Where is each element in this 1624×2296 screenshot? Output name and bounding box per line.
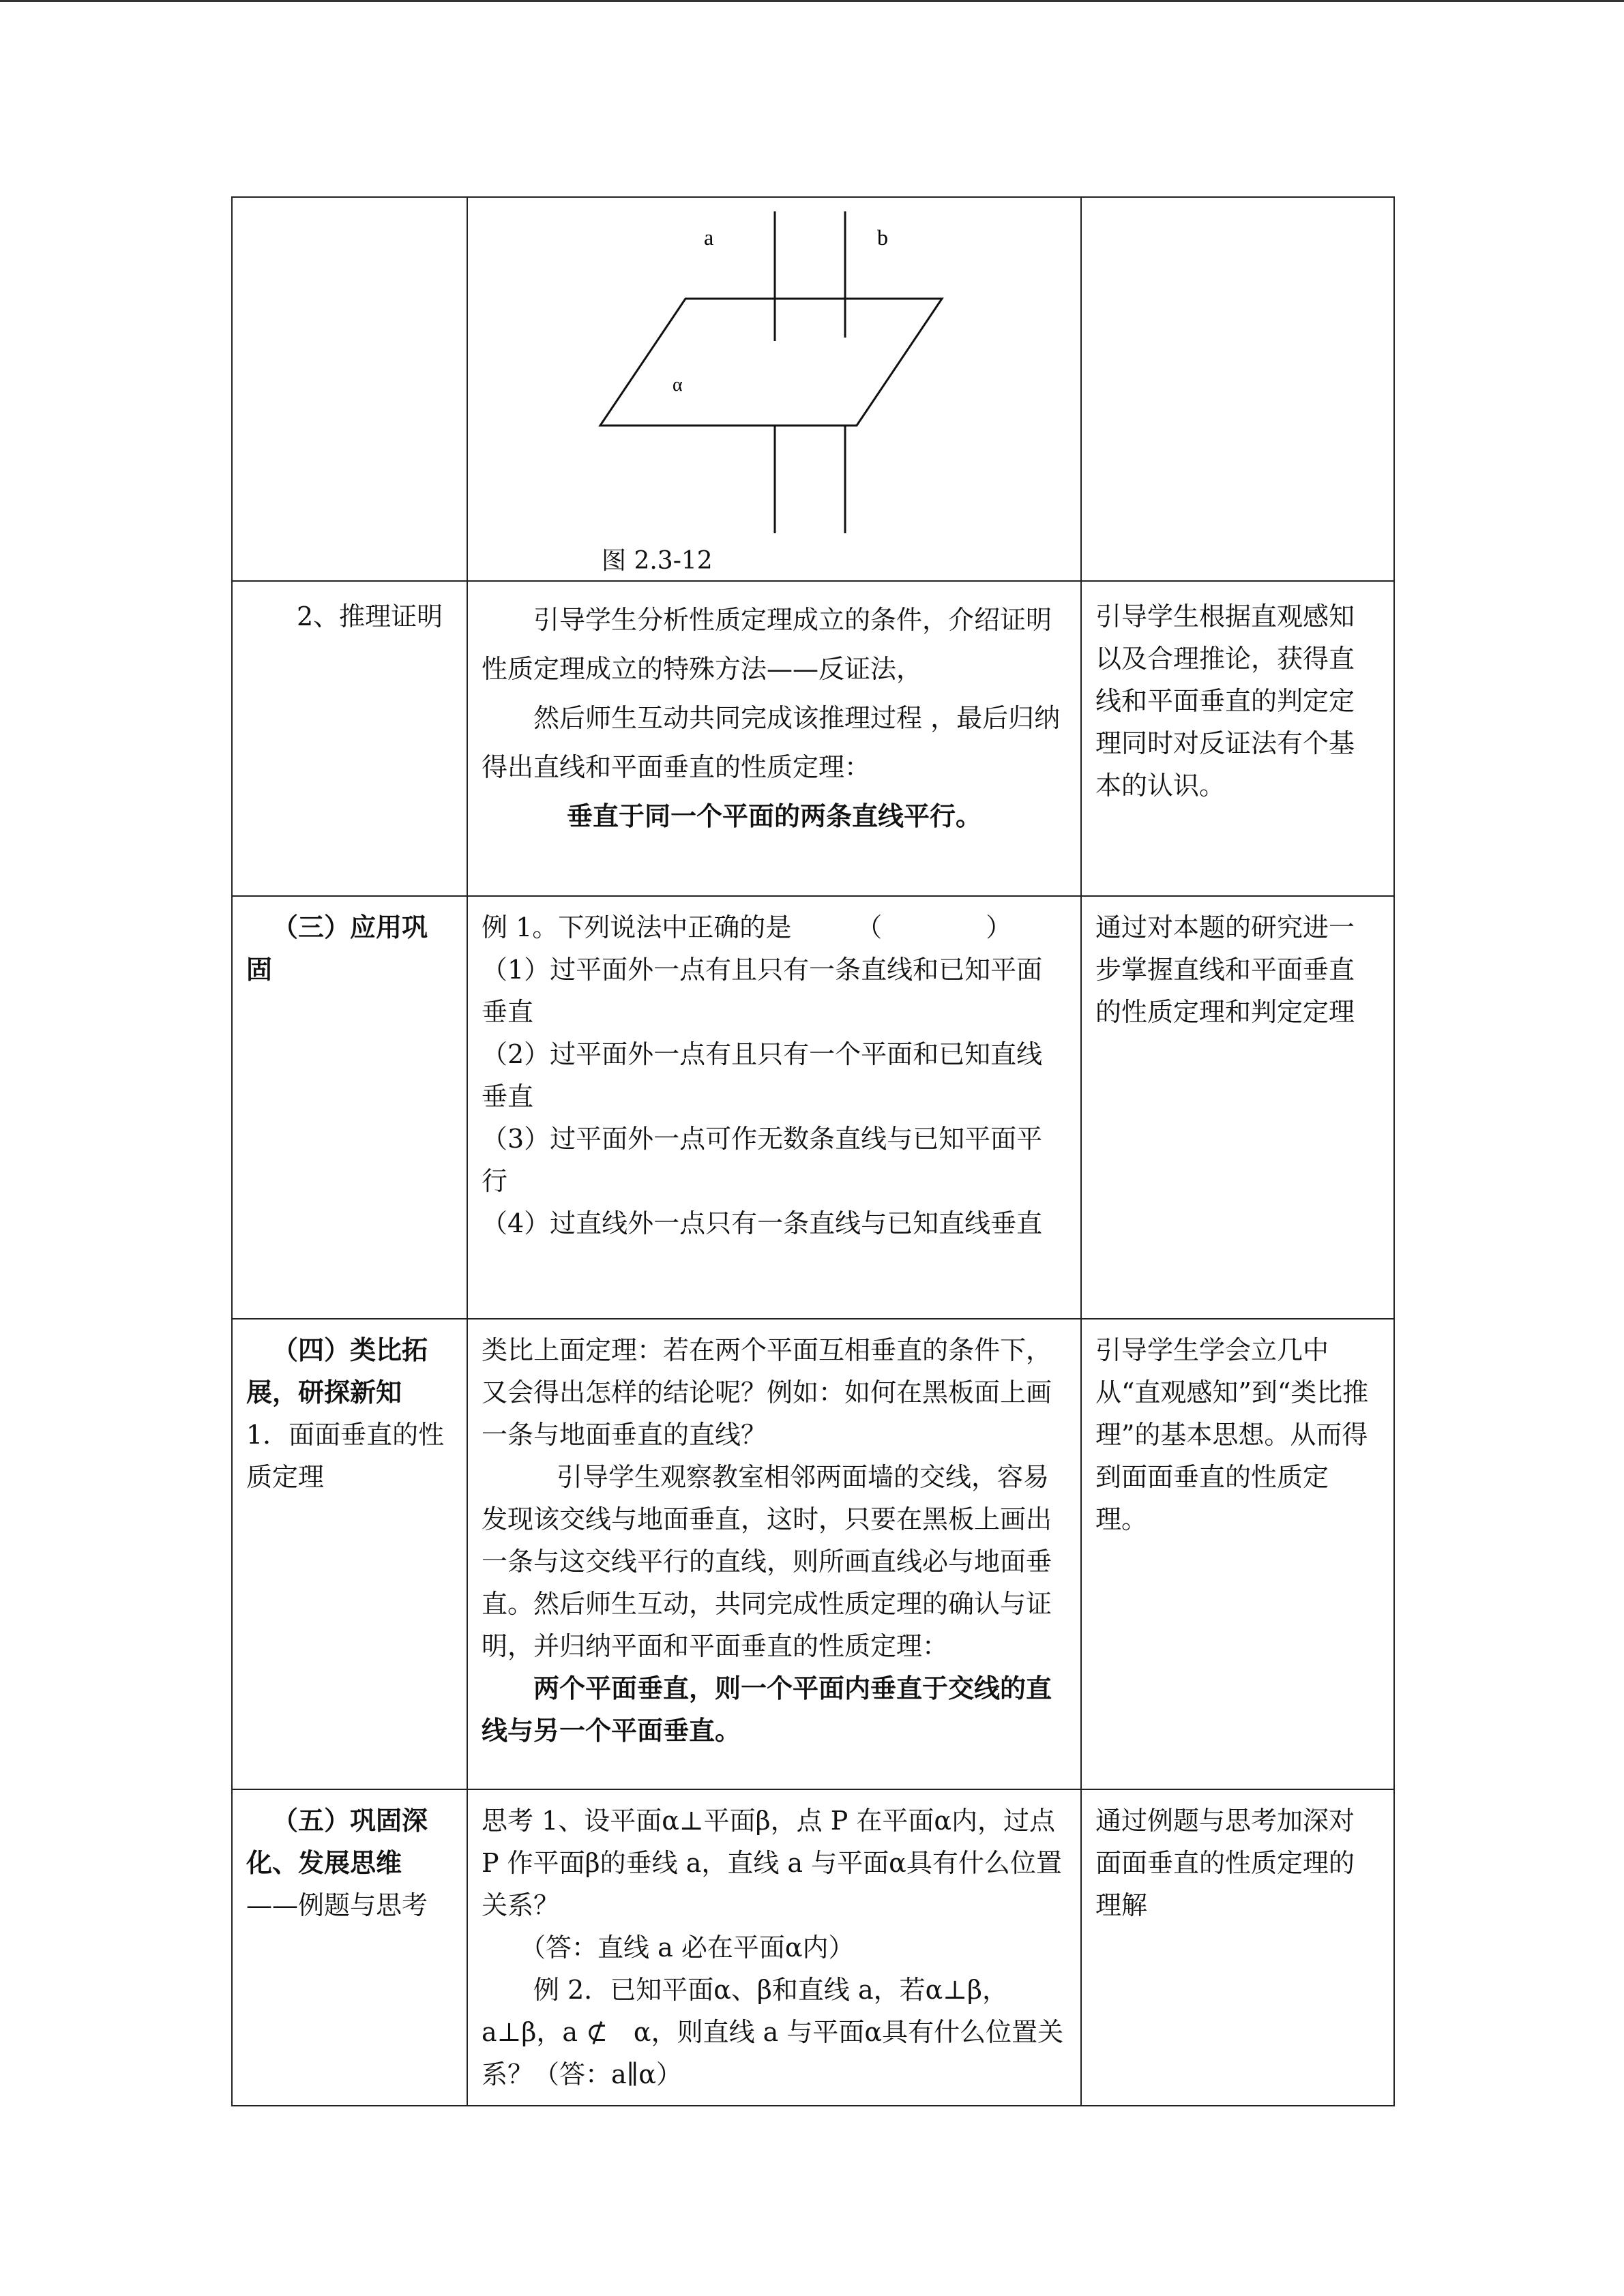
option-1: （1）过平面外一点有且只有一条直线和已知平面垂直 [482,955,1043,1027]
content-cell [467,896,1081,1319]
answer-1: （答：直线 a 必在平面α内） [520,1933,855,1963]
content-cell [467,581,1081,896]
content-paragraph-2: 然后师生互动共同完成该推理过程 ，最后归纳得出直线和平面垂直的性质定理： [482,703,1061,782]
figure-cell [467,197,1081,581]
content-cell [467,1789,1081,2106]
page-top-border [0,0,1624,2]
figure-caption: 图 2.3-12 [602,547,713,575]
stage-cell [232,1319,467,1789]
apply-row [232,896,1394,1319]
analogy-row [232,1319,1394,1789]
lesson-plan-table [231,196,1395,2106]
option-3: （3）过平面外一点可作无数条直线与已知平面平行 [482,1124,1043,1196]
intent-cell [1081,1789,1394,2106]
intent-cell-empty [1081,197,1394,581]
stage-cell [232,896,467,1319]
content-paragraph-2: 引导学生观察教室相邻两面墙的交线，容易发现该交线与地面垂直，这时，只要在黑板上画出一条与这交线平行的直线，则所画直线必与地面垂直。然后师生互动，共同完成性质定理的确认与证明，并归纳平面和平面垂直的性质定理： [482,1462,1052,1661]
figure-container [468,198,1080,575]
content-paragraph-1: 类比上面定理：若在两个平面互相垂直的条件下，又会得出怎样的结论呢？例如：如何在黑板面上画一条与地面垂直的直线？ [482,1335,1052,1450]
stage-sublabel: ——例题与思考 [246,1890,428,1920]
stage-cell [232,1789,467,2106]
perpendicular-lines-diagram [468,198,1079,580]
stage-cell-empty [232,197,467,581]
theorem-statement: 两个平面垂直，则一个平面内垂直于交线的直线与另一个平面垂直。 [482,1673,1052,1746]
intent-cell [1081,581,1394,896]
stage-label: （五）巩固深化、发展思维 [246,1805,428,1878]
intent-text: 通过例题与思考加深对面面垂直的性质定理的理解 [1095,1806,1355,1920]
plane-alpha-parallelogram [600,299,942,426]
intent-text: 引导学生学会立几中从“直观感知”到“类比推理”的基本思想。从而得到面面垂直的性质定理。 [1095,1335,1369,1534]
example-2: 例 2．已知平面α、β和直线 a，若α⊥β，a⊥β，a ⊄ α，则直线 a 与平面α具有什么位置关系？（答：a∥α） [482,1975,1064,2089]
think-1: 思考 1、设平面α⊥平面β，点 P 在平面α内，过点 P 作平面β的垂线 a，直线 a 与平面α具有什么位置关系？ [482,1806,1062,1920]
option-4: （4）过直线外一点只有一条直线与已知直线垂直 [482,1208,1043,1238]
intent-text: 通过对本题的研究进一步掌握直线和平面垂直的性质定理和判定定理 [1095,912,1355,1027]
theorem-statement: 垂直于同一个平面的两条直线平行。 [566,801,981,831]
option-2: （2）过平面外一点有且只有一个平面和已知直线垂直 [482,1039,1043,1112]
figure-row [232,197,1394,581]
deepen-row [232,1789,1394,2106]
stage-cell [232,581,467,896]
label-alpha: α [673,374,683,396]
example-question: 例 1。下列说法中正确的是 （ ） [482,912,1012,942]
intent-text: 引导学生根据直观感知以及合理推论，获得直线和平面垂直的判定定理同时对反证法有个基本的认识。 [1095,601,1355,801]
content-cell [467,1319,1081,1789]
intent-cell [1081,896,1394,1319]
intent-cell [1081,1319,1394,1789]
label-a: a [704,225,714,250]
proof-row [232,581,1394,896]
stage-label: （三）应用巩固 [246,912,428,985]
stage-label: （四）类比拓展，研探新知 [246,1335,428,1407]
stage-label: 2、推理证明 [297,601,443,631]
label-b: b [877,225,888,250]
content-paragraph-1: 引导学生分析性质定理成立的条件，介绍证明性质定理成立的特殊方法——反证法， [482,605,1052,684]
stage-sublabel: 1．面面垂直的性质定理 [246,1420,445,1492]
